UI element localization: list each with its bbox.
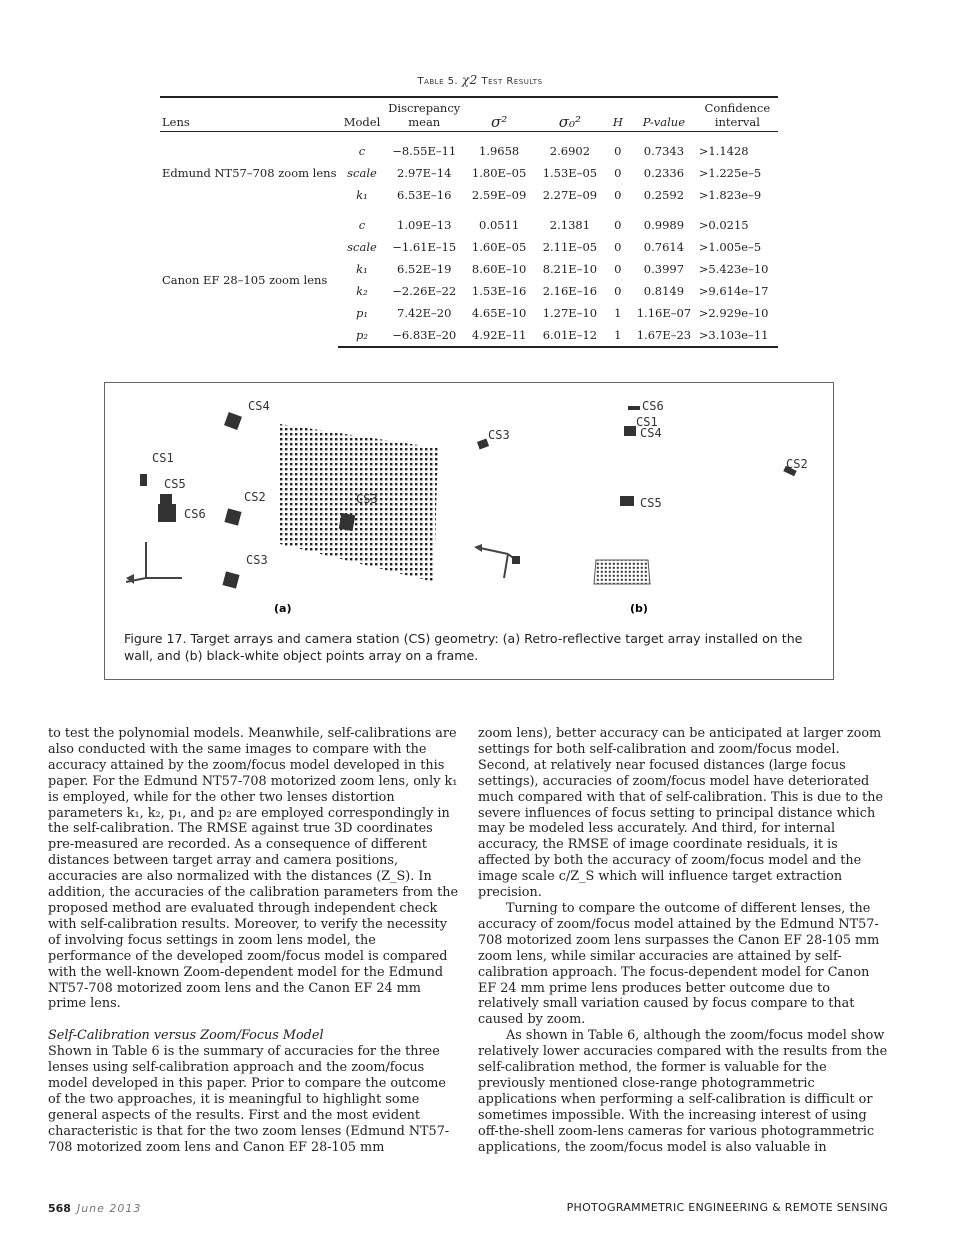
s02-cell: 1.27E–10 [542, 306, 598, 320]
label-cs4-a: CS4 [248, 399, 270, 413]
s02-cell: 2.11E–05 [542, 240, 598, 254]
s2-cell: 1.60E–05 [471, 240, 527, 254]
h-cell: 0 [614, 262, 622, 276]
header-ci-line1: Confidence [704, 101, 771, 115]
header-pvalue: P-value [631, 97, 697, 132]
journal-name: PHOTOGRAMMETRIC ENGINEERING & REMOTE SENSING [566, 1201, 888, 1214]
table-caption-symbol: χ2 [461, 73, 478, 87]
camera-cs6-b [628, 406, 640, 410]
mean-cell: 2.97E–14 [397, 166, 452, 180]
label-cs5-a: CS5 [164, 477, 186, 491]
h-cell: 1 [605, 324, 632, 347]
issue-date: June 2013 [76, 1202, 142, 1215]
mean-cell: 7.42E–20 [397, 306, 452, 320]
label-cs2-a: CS2 [244, 490, 266, 504]
model-cell: c [358, 218, 366, 232]
s2-cell: 1.53E–16 [471, 284, 527, 298]
camera-cs6-a [158, 504, 176, 522]
label-cs4-b: CS4 [640, 426, 662, 440]
s02-cell: 8.21E–10 [542, 262, 598, 276]
mean-cell: 6.52E–19 [397, 262, 452, 276]
mean-cell: −2.26E–22 [392, 284, 457, 298]
h-cell: 0 [614, 218, 622, 232]
s02-cell: 6.01E–12 [535, 324, 604, 347]
p-cell: 0.8149 [643, 284, 685, 298]
ci-cell: >2.929e–10 [698, 306, 769, 320]
s2-cell: 4.92E–11 [463, 324, 535, 347]
s2-cell: 8.60E–10 [471, 262, 527, 276]
model-cell: scale [347, 240, 377, 254]
p-cell: 0.2336 [643, 166, 685, 180]
h-cell: 1 [614, 306, 622, 320]
p-cell: 0.2592 [643, 188, 685, 202]
figure-caption: Figure 17. Target arrays and camera station (CS) geometry: (a) Retro-reflective target array installed on the wall, and (b) black-white object points array on a frame. [124, 631, 803, 663]
s2-cell: 1.80E–05 [471, 166, 527, 180]
camera-cs2-a [224, 508, 241, 525]
p-cell: 1.67E–23 [631, 324, 697, 347]
paragraph: As shown in Table 6, although the zoom/focus model show relatively lower accuracies compared with the results from the self-calibration method, the former is valuable for the previously mentioned close-range photogrammetric applications when performing a self-calibration is difficult or sometimes impossible. With the increasing interest of using off-the-shell zoom-lens cameras for various photogrammetric applications, the zoom/focus model is also valuable in [478, 1028, 888, 1155]
object-points-array [594, 560, 650, 584]
s02-cell: 2.6902 [549, 144, 591, 158]
header-lens: Lens [160, 97, 338, 132]
s02-cell: 2.27E–09 [542, 188, 598, 202]
label-cs1-a: CS1 [152, 451, 174, 465]
panel-b-label: (b) [630, 602, 648, 615]
panel-a-label: (a) [274, 602, 292, 615]
paragraph: zoom lens), better accuracy can be anticipated at larger zoom settings for both self-calibration and zoom/focus model. Second, at relatively near focused distances (large focus settings), accuracies of zoom/focus model have deteriorated much compared with that of self-calibration. This is due to the severe influences of focus setting to principal distance which may be modeled less accurately. And third, for internal accuracy, the RMSE of image coordinate residuals, it is affected by both the accuracy of zoom/focus model and the image scale c/Z_S which will influence target extraction precision. [478, 726, 884, 901]
table-row [160, 206, 778, 236]
page-number: 568 [48, 1202, 71, 1215]
h-cell: 0 [614, 188, 622, 202]
axis-arrow-b [474, 544, 482, 552]
ci-cell: >0.0215 [698, 218, 749, 232]
s2-cell: 4.65E–10 [471, 306, 527, 320]
header-ci-line2: interval [714, 115, 760, 129]
header-h: H [605, 97, 632, 132]
camera-cs4-b [624, 426, 636, 436]
mean-cell: −6.83E–20 [385, 324, 463, 347]
label-cs6-a: CS6 [184, 507, 206, 521]
axes-icon-b [480, 548, 516, 578]
h-cell: 0 [614, 144, 622, 158]
camera-cs3-a [339, 513, 356, 531]
lens-cell: Edmund NT57–708 zoom lens [162, 165, 337, 180]
lens-cell: Canon EF 28–105 zoom lens [162, 273, 328, 287]
header-model: Model [338, 97, 385, 132]
table-row [160, 132, 778, 163]
ci-cell: >1.1428 [698, 144, 749, 158]
p-cell: 1.16E–07 [636, 306, 692, 320]
ci-cell: >5.423e–10 [698, 262, 769, 276]
label-cs5-b: CS5 [640, 496, 662, 510]
ci-cell: >1.823e–9 [698, 188, 762, 202]
p-cell: 0.9989 [643, 218, 685, 232]
ci-cell: >9.614e–17 [698, 284, 769, 298]
camera-cs1-a [140, 474, 147, 486]
mean-cell: −1.61E–15 [392, 240, 457, 254]
paragraph: Shown in Table 6 is the summary of accuracies for the three lenses using self-calibration approach and the zoom/focus model developed in this paper. Prior to compare the outcome of the two approaches, it is meaningful to highlight some general aspects of the results. First and the most evident characteristic is that for the two zoom lenses (Edmund NT57-708 motorized zoom lens and Canon EF 28-105 mm [48, 1044, 450, 1155]
model-cell: p₂ [338, 324, 385, 347]
ci-cell: >1.005e–5 [698, 240, 762, 254]
table-caption [0, 73, 960, 87]
model-cell: scale [347, 166, 377, 180]
model-cell: c [358, 144, 366, 158]
footer-left [48, 1202, 141, 1215]
label-cs2-b: CS2 [786, 457, 808, 471]
header-discrepancy-line2: mean [408, 115, 441, 129]
header-ci [697, 97, 778, 132]
s02-cell: 2.16E–16 [542, 284, 598, 298]
model-cell: k₁ [356, 188, 368, 202]
model-cell: p₁ [355, 306, 368, 320]
label-cs1-b: CS1 [636, 415, 658, 429]
chi2-results-table [160, 96, 778, 348]
section-heading: Self-Calibration versus Zoom/Focus Model [48, 1028, 324, 1044]
axis-marker-b [512, 556, 520, 564]
table-header-row [160, 97, 778, 132]
label-cs3-a: CS3 [356, 492, 378, 506]
axes-icon-a [126, 542, 182, 582]
label-cs6-b: CS6 [642, 399, 664, 413]
table-caption-prefix: Table 5. [417, 76, 459, 87]
model-cell: k₂ [356, 284, 368, 298]
p-cell: 0.7614 [643, 240, 685, 254]
label-cs3-b: CS3 [488, 428, 510, 442]
body-column-right [478, 726, 888, 1155]
mean-cell: −8.55E–11 [392, 144, 457, 158]
s2-cell: 0.0511 [479, 218, 520, 232]
h-cell: 0 [614, 240, 622, 254]
s02-cell: 2.1381 [549, 218, 591, 232]
h-cell: 0 [614, 166, 622, 180]
h-cell: 0 [614, 284, 622, 298]
p-cell: 0.3997 [643, 262, 685, 276]
camera-cs4-a [224, 412, 242, 430]
paragraph: Turning to compare the outcome of different lenses, the accuracy of zoom/focus model attained by the Edmund NT57-708 motorized zoom lens surpasses the Canon EF 28-105 mm zoom lens, while similar accuracies are attained by self-calibration approach. The focus-dependent model for Canon EF 24 mm prime lens produces better outcome due to relatively small variation caused by focus compare to that caused by zoom. [478, 900, 880, 1028]
s2-cell: 1.9658 [479, 144, 520, 158]
paragraph: to test the polynomial models. Meanwhile, self-calibrations are also conducted with the same images to compare with the accuracy attained by the zoom/focus model developed in this paper. For the Edmund NT57-708 motorized zoom lens, only k₁ is employed, while for the other two lenses distortion parameters k₁, k₂, p₁, and p₂ are employed correspondingly in the self-calibration. The RMSE against true 3D coordinates pre-measured are recorded. As a consequence of different distances between target array and camera positions, accuracies are also normalized with the distances (Z_S). In addition, the accuracies of the calibration parameters from the proposed method are evaluated through independent check with self-calibration results. Moreover, to verify the necessity of involving focus settings in zoom lens model, the performance of the developed zoom/focus model is compared with the well-known Zoom-dependent model for the Edmund NT57-708 motorized zoom lens and the Canon EF 24 mm prime lens. [48, 726, 459, 1012]
p-cell: 0.7343 [643, 144, 685, 158]
camera-cs5-b [620, 496, 634, 506]
header-discrepancy [385, 97, 463, 132]
model-cell: k₁ [356, 262, 368, 276]
ci-cell: >1.225e–5 [698, 166, 762, 180]
ci-cell: >3.103e–11 [697, 324, 778, 347]
body-column-left [48, 726, 461, 1156]
header-sigma0-2: σ₀² [535, 97, 604, 132]
mean-cell: 6.53E–16 [397, 188, 452, 202]
header-sigma2: σ² [463, 97, 535, 132]
s02-cell: 1.53E–05 [542, 166, 598, 180]
header-discrepancy-line1: Discrepancy [388, 101, 461, 115]
s2-cell: 2.59E–09 [471, 188, 527, 202]
mean-cell: 1.09E–13 [397, 218, 452, 232]
table-caption-rest: Test Results [481, 76, 543, 87]
camera-a [222, 571, 239, 588]
label-camera-a: CS3 [246, 553, 268, 567]
